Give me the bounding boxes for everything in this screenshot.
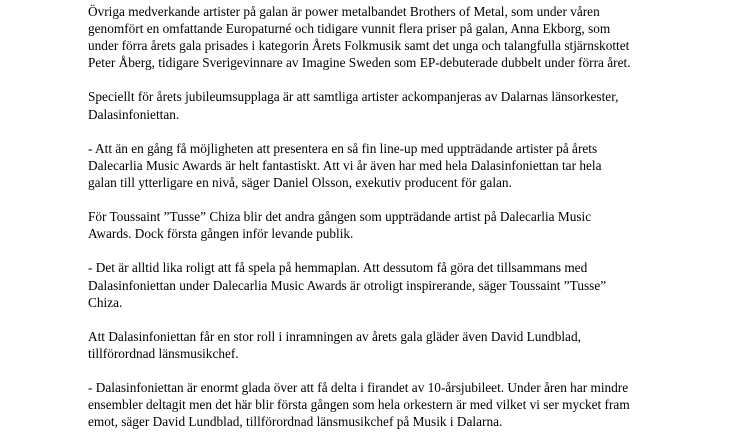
- document-body: [88, 3, 728, 447]
- paragraph-jubilee-orchestra: [88, 88, 728, 122]
- text-line: genomfört en omfattande Europaturné och tidigare vunnit flera priser på galan, Anna Ekborg, som: [88, 21, 611, 37]
- text-line: galan till ytterligare en nivå, säger Daniel Olsson, exekutiv producent för galan.: [88, 174, 512, 190]
- text-line: ensembler deltagit men det här blir första gången som hela orkestern är med vilket vi ser mycket fram: [88, 397, 630, 413]
- text-line: Speciellt för årets jubileumsupplaga är att samtliga artister ackompanjeras av Dalarnas länsorkester,: [88, 89, 619, 105]
- text-line: Att Dalasinfoniettan får en stor roll i inramningen av årets gala gläder även David Lundblad,: [88, 328, 581, 344]
- text-line: - Dalasinfoniettan är enormt glada över att få delta i firandet av 10-årsjubileet. Under åren har mindre: [88, 380, 629, 396]
- text-line: Dalasinfoniettan.: [88, 106, 180, 122]
- paragraph-quote-david-lundblad: [88, 379, 728, 430]
- text-line: emot, säger David Lundblad, tillförordnad länsmusikchef på Musik i Dalarna.: [88, 414, 503, 430]
- text-line: - Det är alltid lika roligt att få spela på hemmaplan. Att dessutom få göra det tillsammans med: [88, 260, 588, 276]
- paragraph-quote-daniel-olsson: [88, 140, 728, 191]
- text-line: Dalecarlia Music Awards är helt fantastiskt. Att vi år även har med hela Dalasinfoniettan tar hela: [88, 157, 602, 173]
- text-line: Peter Åberg, tidigare Sverigevinnare av Imagine Sweden som EP-debuterade dubbelt under förra året.: [88, 55, 631, 71]
- text-line: Chiza.: [88, 294, 123, 310]
- paragraph-tusse-chiza: [88, 208, 728, 242]
- paragraph-david-lundblad: [88, 328, 728, 362]
- text-line: Dalasinfoniettan under Dalecarlia Music Awards är otroligt inspirerande, säger Toussaint ”Tusse”: [88, 277, 607, 293]
- paragraph-quote-tusse: [88, 259, 728, 310]
- text-line: Övriga medverkande artister på galan är power metalbandet Brothers of Metal, som under våren: [88, 4, 600, 19]
- text-line: - Att än en gång få möjligheten att presentera en så fin line-up med uppträdande artister på årets: [88, 140, 598, 156]
- text-line: För Toussaint ”Tusse” Chiza blir det andra gången som uppträdande artist på Dalecarlia Music: [88, 209, 592, 225]
- text-line: under förra årets gala prisades i kategorin Årets Folkmusik samt det unga och talangfulla stjärnskottet: [88, 38, 630, 54]
- paragraph-other-artists: [88, 3, 728, 71]
- text-line: Awards. Dock första gången inför levande publik.: [88, 226, 354, 242]
- text-line: tillförordnad länsmusikchef.: [88, 345, 239, 361]
